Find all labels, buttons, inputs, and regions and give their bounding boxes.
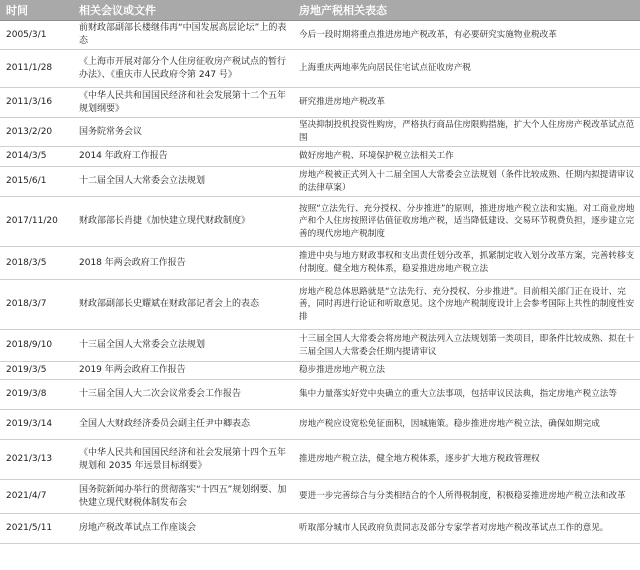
header-statement: 房地产税相关表态 [293,0,640,21]
row-statement: 十三届全国人大常委会将房地产税法列入立法规划第一类项目，即条件比较成熟、拟在十三届全国人大常委会任期内提请审议 [293,330,640,362]
row-statement: 要进一步完善综合与分类相结合的个人所得税制度，积极稳妥推进房地产税立法和改革 [293,480,640,514]
row-statement: 房地产税被正式列入十二届全国人大常委会立法规划（条件比较成熟、任期内拟提请审议的法律草案） [293,167,640,197]
row-date: 2018/9/10 [0,330,73,362]
row-date: 2017/11/20 [0,197,73,247]
row-statement: 今后一段时期将重点推进房地产税改革，有必要研究实施物业税改革 [293,21,640,50]
table-row [0,197,640,247]
row-date: 2019/3/8 [0,380,73,410]
row-date: 2014/3/5 [0,147,73,167]
table-row [0,88,640,118]
row-event: 房地产税改革试点工作座谈会 [73,514,293,544]
row-date: 2015/6/1 [0,167,73,197]
table-row [0,147,640,167]
row-event: 十二届全国人大常委会立法规划 [73,167,293,197]
row-statement: 稳步推进房地产税立法 [293,362,640,380]
row-statement: 推进中央与地方财政事权和支出责任划分改革，抓紧制定收入划分改革方案，完善转移支付制度。健全地方税体系，稳妥推进房地产税立法 [293,247,640,280]
table-row [0,440,640,480]
row-event: 2014 年政府工作报告 [73,147,293,167]
row-date: 2021/5/11 [0,514,73,544]
row-event: 全国人大财政经济委员会副主任尹中卿表态 [73,410,293,440]
table-row [0,50,640,88]
row-event: 财政部部长肖捷《加快建立现代财政制度》 [73,197,293,247]
row-date: 2013/2/20 [0,118,73,147]
row-date: 2021/3/13 [0,440,73,480]
table-header [0,0,640,21]
row-event: 财政部副部长史耀斌在财政部记者会上的表态 [73,280,293,330]
row-date: 2011/1/28 [0,50,73,88]
row-date: 2019/3/5 [0,362,73,380]
row-event: 十三届全国人大常委会立法规划 [73,330,293,362]
table-row [0,362,640,380]
row-statement: 房地产税总体思路就是“立法先行、充分授权、分步推进”。目前相关部门正在设计、完善，同时再进行论证和听取意见。这个房地产税制度设计上会参考国际上共性的制度性安排 [293,280,640,330]
row-statement: 集中力量落实好党中央确立的重大立法事项，包括审议民法典，指定房地产税立法等 [293,380,640,410]
row-date: 2021/4/7 [0,480,73,514]
table-row [0,21,640,50]
table-row [0,280,640,330]
row-event: 国务院新闻办举行的贯彻落实“十四五”规划纲要、加快建立现代财税体制发布会 [73,480,293,514]
table-row [0,480,640,514]
row-event: 2018 年两会政府工作报告 [73,247,293,280]
row-event: 十三届全国人大二次会议常委会工作报告 [73,380,293,410]
row-event: 《中华人民共和国国民经济和社会发展第十二个五年规划纲要》 [73,88,293,118]
table-row [0,118,640,147]
row-statement: 上海重庆两地率先向居民住宅试点征收房产税 [293,50,640,88]
row-date: 2005/3/1 [0,21,73,50]
table-row [0,514,640,544]
row-statement: 做好房地产税、环境保护税立法相关工作 [293,147,640,167]
row-event: 2019 年两会政府工作报告 [73,362,293,380]
row-date: 2018/3/7 [0,280,73,330]
header-time: 时间 [0,0,73,21]
row-date: 2018/3/5 [0,247,73,280]
table-row [0,410,640,440]
table-row [0,247,640,280]
row-statement: 推进房地产税立法，健全地方税体系，逐步扩大地方税政管理权 [293,440,640,480]
table-body [0,21,640,544]
header-event: 相关会议或文件 [73,0,293,21]
header-row [0,0,640,21]
row-statement: 按照“立法先行、充分授权、分步推进”的原则，推进房地产税立法和实施。对工商业房地产和个人住房按照评估值征收房地产税，适当降低建设、交易环节税费负担，逐步建立完善的现代房地产税制度 [293,197,640,247]
row-event: 前财政部副部长楼继伟再“中国发展高层论坛”上的表态 [73,21,293,50]
row-statement: 研究推进房地产税改革 [293,88,640,118]
row-statement: 坚决抑制投机投资性购房，严格执行商品住房限购措施，扩大个人住房房产税改革试点范围 [293,118,640,147]
table-row [0,330,640,362]
table-row [0,167,640,197]
row-statement: 听取部分城市人民政府负责同志及部分专家学者对房地产税改革试点工作的意见。 [293,514,640,544]
row-event: 《上海市开展对部分个人住房征收房产税试点的暂行办法》、《重庆市人民政府令第 247 号》 [73,50,293,88]
row-statement: 房地产税应设宽松免征面积，因城施策。稳步推进房地产税立法，确保如期完成 [293,410,640,440]
row-event: 《中华人民共和国国民经济和社会发展第十四个五年规划和 2035 年远景目标纲要》 [73,440,293,480]
row-date: 2011/3/16 [0,88,73,118]
row-event: 国务院常务会议 [73,118,293,147]
row-date: 2019/3/14 [0,410,73,440]
table-row [0,380,640,410]
